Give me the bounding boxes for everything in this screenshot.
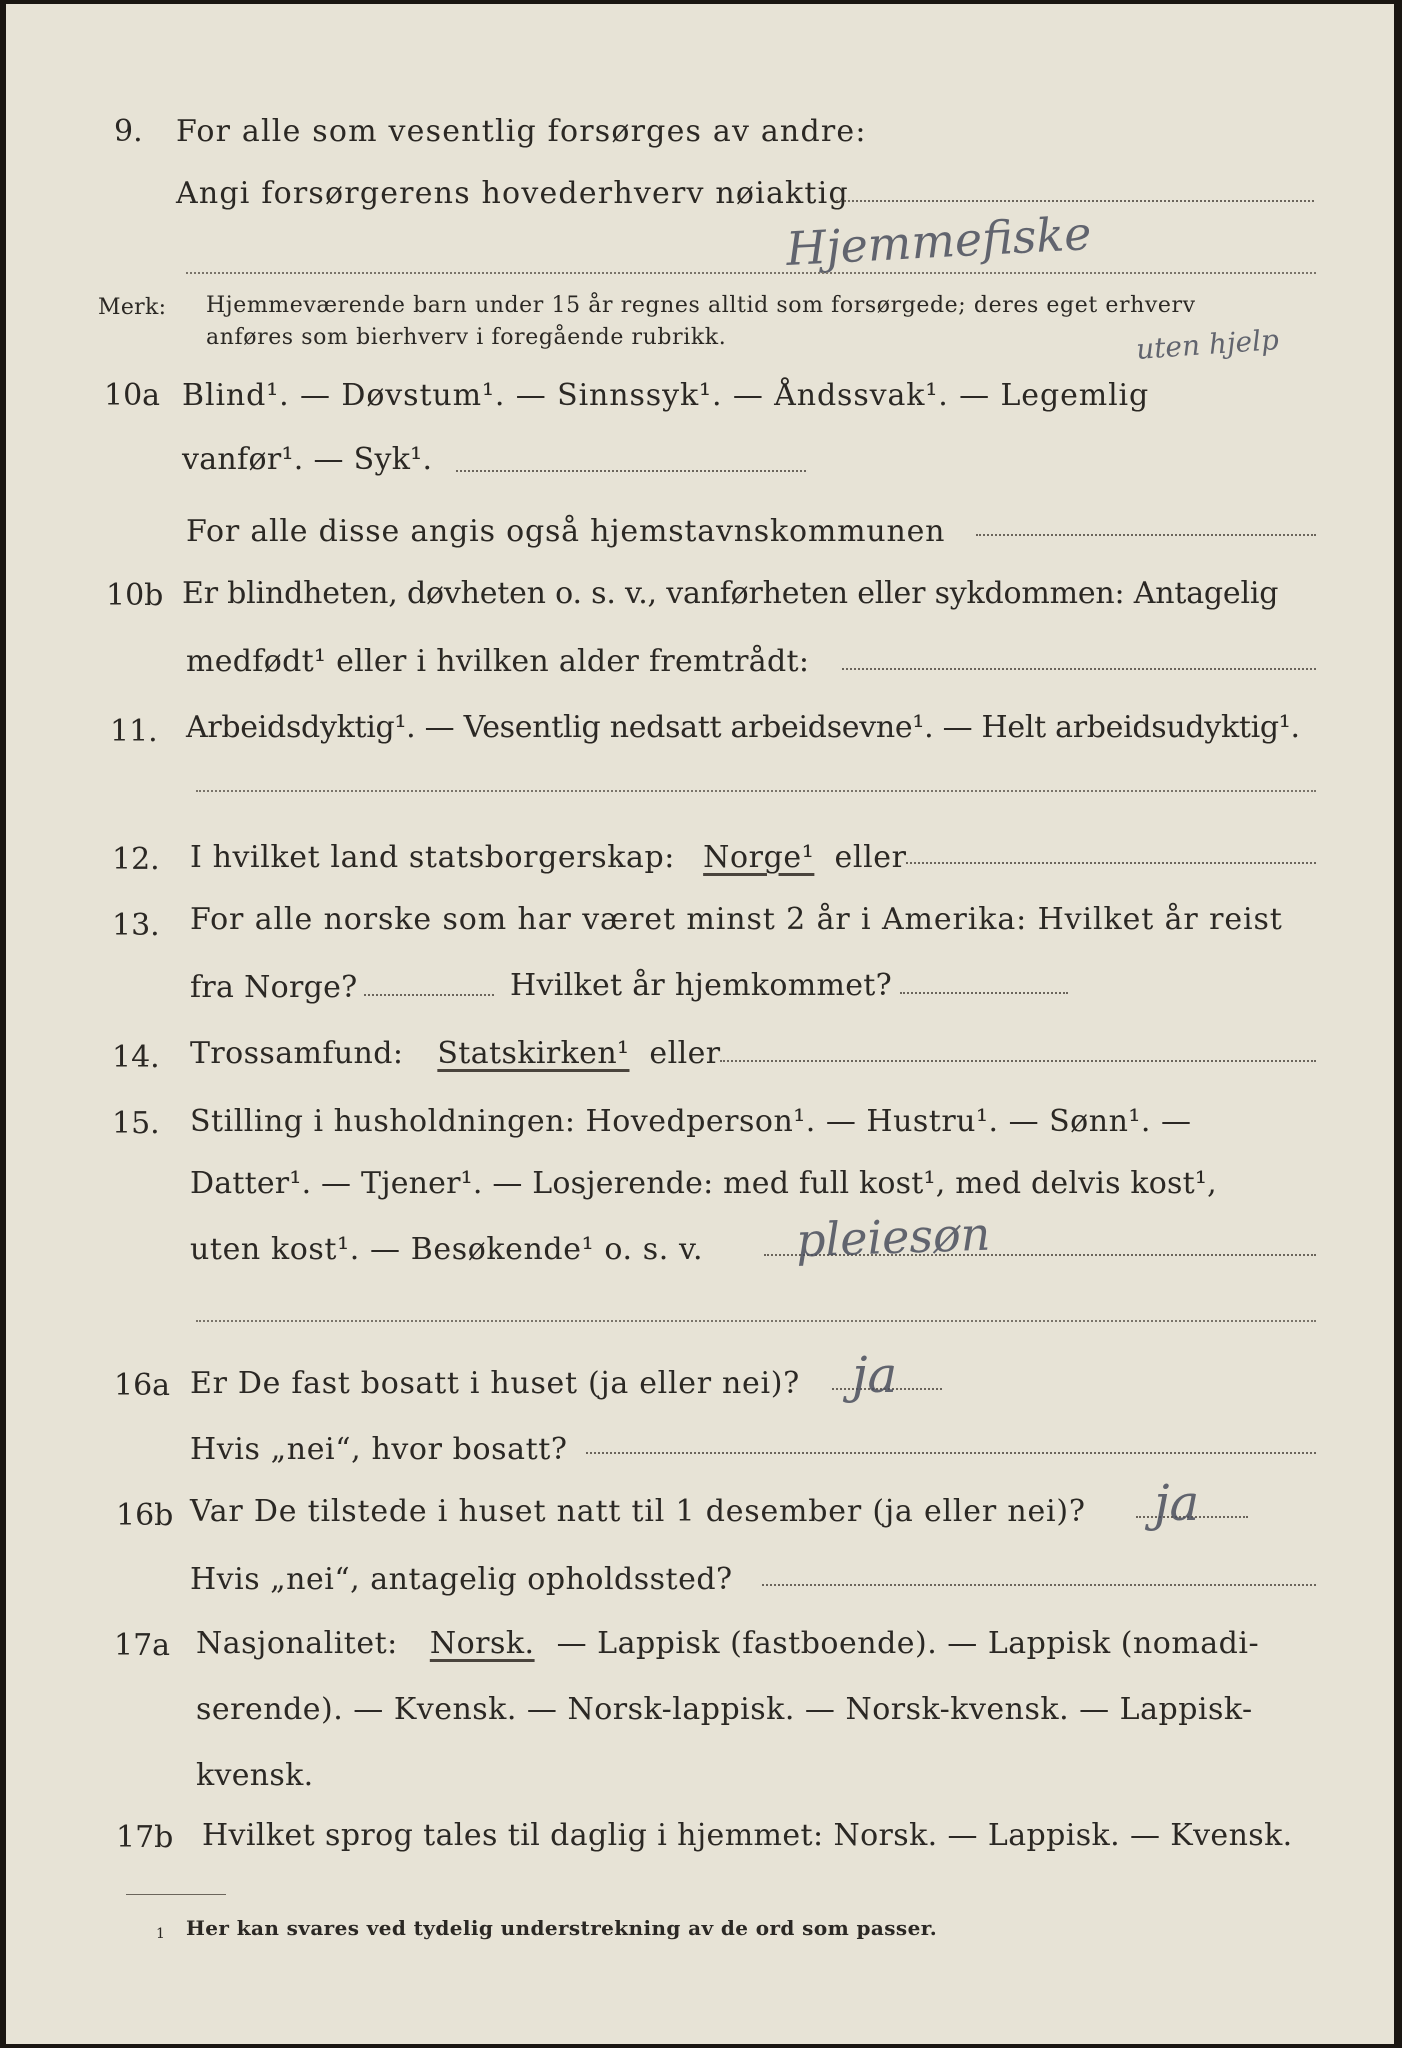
q17a-line3: kvensk. (196, 1758, 314, 1793)
q16b-number: 16b (116, 1498, 174, 1533)
q17a-line2: serende). — Kvensk. — Norsk-lappisk. — Norsk-kvensk. — Lappisk- (196, 1692, 1253, 1727)
q10a-line3: For alle disse angis også hjemstavnskommunen (186, 514, 946, 549)
note-line2: anføres som bierhverv i foregående rubrikk. (206, 325, 727, 350)
q10a-line1: Blind¹. — Døvstum¹. — Sinnssyk¹. — Åndssvak¹. — Legemlig (182, 378, 1150, 413)
q17a-underlined-answer: Norsk. (429, 1626, 535, 1661)
q17a-number: 17a (114, 1628, 171, 1663)
q13-line1: For alle norske som har været minst 2 år i Amerika: Hvilket år reist (190, 902, 1283, 937)
footnote-text: Her kan svares ved tydelig understrekning av de ord som passer. (186, 1916, 938, 1940)
footnote-mark: 1 (156, 1926, 166, 1942)
census-form-page (6, 4, 1394, 2044)
q12-suffix: eller (834, 840, 907, 875)
q16a-line2: Hvis „nei“, hvor bosatt? (190, 1432, 568, 1467)
q11-number: 11. (110, 714, 158, 749)
q16b-handwritten-answer: ja (1154, 1474, 1200, 1532)
q10b-dotted-line (842, 668, 1316, 670)
q14-prefix: Trossamfund: (190, 1036, 404, 1071)
q10b-line2: medfødt¹ eller i hvilken alder fremtrådt: (186, 644, 810, 679)
q10a-line2: vanfør¹. — Syk¹. (182, 442, 433, 477)
q10a-line3-dotted-line (976, 534, 1316, 536)
q11-line1: Arbeidsdyktig¹. — Vesentlig nedsatt arbeidsevne¹. — Helt arbeidsudyktig¹. (186, 710, 1300, 745)
q17a-line1-rest: — Lappisk (fastboende). — Lappisk (nomadi- (556, 1626, 1260, 1661)
q12-prefix: I hvilket land statsborgerskap: (190, 840, 675, 875)
q17a-prefix: Nasjonalitet: (196, 1626, 398, 1661)
q16b-line1: Var De tilstede i huset natt til 1 desember (ja eller nei)? (190, 1494, 1086, 1529)
q9-handwritten-answer: Hjemmefiske (784, 206, 1093, 276)
q14-suffix: eller (649, 1036, 721, 1071)
q10a-number: 10a (104, 378, 161, 413)
note-handwritten-answer: uten hjelp (1135, 323, 1280, 366)
q17b-number: 17b (116, 1820, 174, 1855)
q14-underlined-answer: Statskirken¹ (437, 1036, 630, 1071)
q15-answer-line (196, 1320, 1316, 1322)
footnote-divider (126, 1894, 226, 1895)
q9-line2: Angi forsørgerens hovederhverv nøiaktig (176, 176, 849, 211)
q15-number: 15. (112, 1106, 160, 1141)
q15-handwritten-answer: pleiesøn (795, 1206, 992, 1268)
q12-dotted-line (906, 862, 1316, 864)
q15-line1: Stilling i husholdningen: Hovedperson¹. — Hustru¹. — Sønn¹. — (190, 1104, 1192, 1139)
q13-number: 13. (112, 908, 160, 943)
q13-year-left-dotted-line (364, 994, 494, 996)
note-line1: Hjemmeværende barn under 15 år regnes alltid som forsørgede; deres eget erhverv (206, 293, 1196, 318)
q10b-line1: Er blindheten, døvheten o. s. v., vanførheten eller sykdommen: Antagelig (182, 576, 1279, 611)
q10a-dotted-line (456, 470, 806, 472)
q13-line2a: fra Norge? (190, 970, 358, 1005)
q12-number: 12. (112, 842, 160, 877)
q17b-line1: Hvilket sprog tales til daglig i hjemmet: Norsk. — Lappisk. — Kvensk. (202, 1818, 1293, 1853)
q16b-line2-dotted-line (762, 1584, 1316, 1586)
q16a-line1: Er De fast bosatt i huset (ja eller nei)? (190, 1366, 800, 1401)
q14-number: 14. (112, 1040, 160, 1075)
q9-line1: For alle som vesentlig forsørges av andre: (176, 114, 867, 149)
q14-dotted-line (720, 1060, 1316, 1062)
q9-number: 9. (114, 114, 143, 149)
q16a-line2-dotted-line (586, 1452, 1316, 1454)
q9-dotted-line (836, 200, 1314, 202)
q16b-line2: Hvis „nei“, antagelig opholdssted? (190, 1562, 733, 1597)
q10b-number: 10b (106, 578, 164, 613)
q16a-handwritten-answer: ja (852, 1346, 898, 1404)
q11-answer-line (196, 790, 1316, 792)
q16a-number: 16a (114, 1368, 171, 1403)
q13-year-returned-dotted-line (900, 992, 1068, 994)
q15-line3: uten kost¹. — Besøkende¹ o. s. v. (190, 1232, 704, 1267)
note-label: Merk: (98, 295, 167, 320)
q12-underlined-answer: Norge¹ (703, 840, 815, 875)
q15-line2: Datter¹. — Tjener¹. — Losjerende: med full kost¹, med delvis kost¹, (190, 1166, 1217, 1201)
q13-line2b: Hvilket år hjemkommet? (510, 968, 893, 1003)
q9-answer-line (186, 272, 1316, 274)
